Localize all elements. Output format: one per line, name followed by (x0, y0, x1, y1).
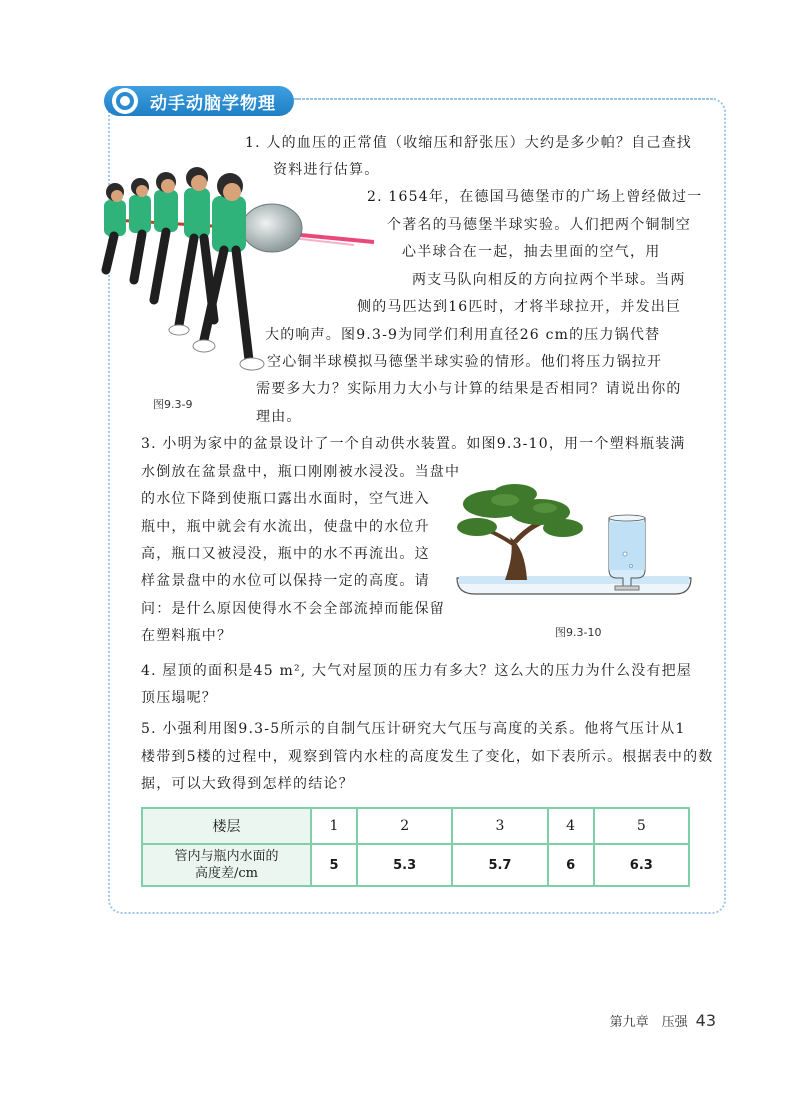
problem-1-line-2: 资料进行估算。 (273, 162, 380, 178)
problem-3-line-8: 在塑料瓶中？ (141, 628, 233, 644)
table-cell: 4 (548, 808, 594, 844)
table-row (142, 844, 689, 886)
problem-2-line-1: 2. 1654年，在德国马德堡市的广场上曾经做过一 (367, 189, 703, 205)
problem-2-line-3: 心半球合在一起，抽去里面的空气，用 (402, 244, 661, 260)
pressure-height-table (141, 807, 690, 887)
problem-2-line-5: 侧的马匹达到16匹时，才将半球拉开，并发出巨 (357, 299, 682, 315)
problem-3-line-2: 水倒放在盆景盘中，瓶口刚刚被水浸没。当盘中 (141, 464, 461, 480)
problem-5-line-2: 楼带到5楼的过程中，观察到管内水柱的高度发生了变化，如下表所示。根据表中的数 (141, 749, 714, 765)
problem-3-line-6: 样盆景盘中的水位可以保持一定的高度。请 (141, 573, 430, 589)
problem-5-line-1: 5. 小强利用图9.3-5所示的自制气压计研究大气压与高度的关系。他将气压计从1 (141, 721, 686, 737)
problem-2-line-9: 理由。 (256, 409, 302, 425)
figure-caption: 图9.3-10 (555, 626, 602, 639)
table-cell: 5.3 (357, 844, 452, 886)
table-cell: 5 (311, 844, 357, 886)
table-cell: 2 (357, 808, 452, 844)
problem-3-line-1: 3. 小明为家中的盆景设计了一个自动供水装置。如图9.3-10，用一个塑料瓶装满 (141, 436, 686, 452)
problem-2-line-7: 空心铜半球模拟马德堡半球实验的情形。他们将压力锅拉开 (267, 354, 663, 370)
figure-bonsai-bottle (455, 482, 695, 612)
section-title: 动手动脑学物理 (150, 94, 276, 114)
problem-2-line-8: 需要多大力？实际用力大小与计算的结果是否相同？请说出你的 (256, 381, 682, 397)
table-row (142, 808, 689, 844)
problem-3-line-7: 问：是什么原因使得水不会全部流掉而能保留 (141, 601, 445, 617)
problem-3-line-5: 高，瓶口又被浸没，瓶中的水不再流出。这 (141, 546, 430, 562)
problem-3-line-3: 的水位下降到使瓶口露出水面时，空气进入 (141, 491, 430, 507)
table-cell: 5 (594, 808, 689, 844)
table-cell: 6 (548, 844, 594, 886)
table-cell: 5.7 (452, 844, 547, 886)
table-header-line: 管内与瓶内水面的 (174, 849, 279, 864)
problem-3-line-4: 瓶中，瓶中就会有水流出，使盘中的水位升 (141, 519, 430, 535)
table-header-cell: 楼层 (142, 808, 311, 844)
table-cell: 3 (452, 808, 547, 844)
figure-caption: 图9.3-9 (153, 398, 193, 411)
target-icon (110, 86, 140, 116)
problem-2-line-4: 两支马队向相反的方向拉两个半球。当两 (412, 272, 686, 288)
problem-2-line-2: 个著名的马德堡半球实验。人们把两个铜制空 (387, 217, 691, 233)
problem-1-line-1: 1. 人的血压的正常值（收缩压和舒张压）大约是多少帕？自己查找 (245, 135, 693, 151)
table-header-cell (142, 844, 311, 886)
table-cell: 6.3 (594, 844, 689, 886)
problem-4-line-1: 4. 屋顶的面积是45 m², 大气对屋顶的压力有多大？这么大的压力为什么没有把屋 (141, 663, 693, 679)
problem-5-line-3: 据，可以大致得到怎样的结论？ (141, 776, 354, 792)
problem-2-line-6: 大的响声。图9.3-9为同学们利用直径26 cm的压力锅代替 (265, 327, 661, 343)
chapter-label: 第九章 压强 (609, 1015, 688, 1030)
page-number: 43 (695, 1011, 716, 1030)
page-footer (610, 1011, 716, 1030)
problem-4-line-2: 顶压塌呢？ (141, 690, 217, 706)
table-header-line: 高度差/cm (195, 866, 258, 881)
table-cell: 1 (311, 808, 357, 844)
header-divider (296, 98, 716, 100)
